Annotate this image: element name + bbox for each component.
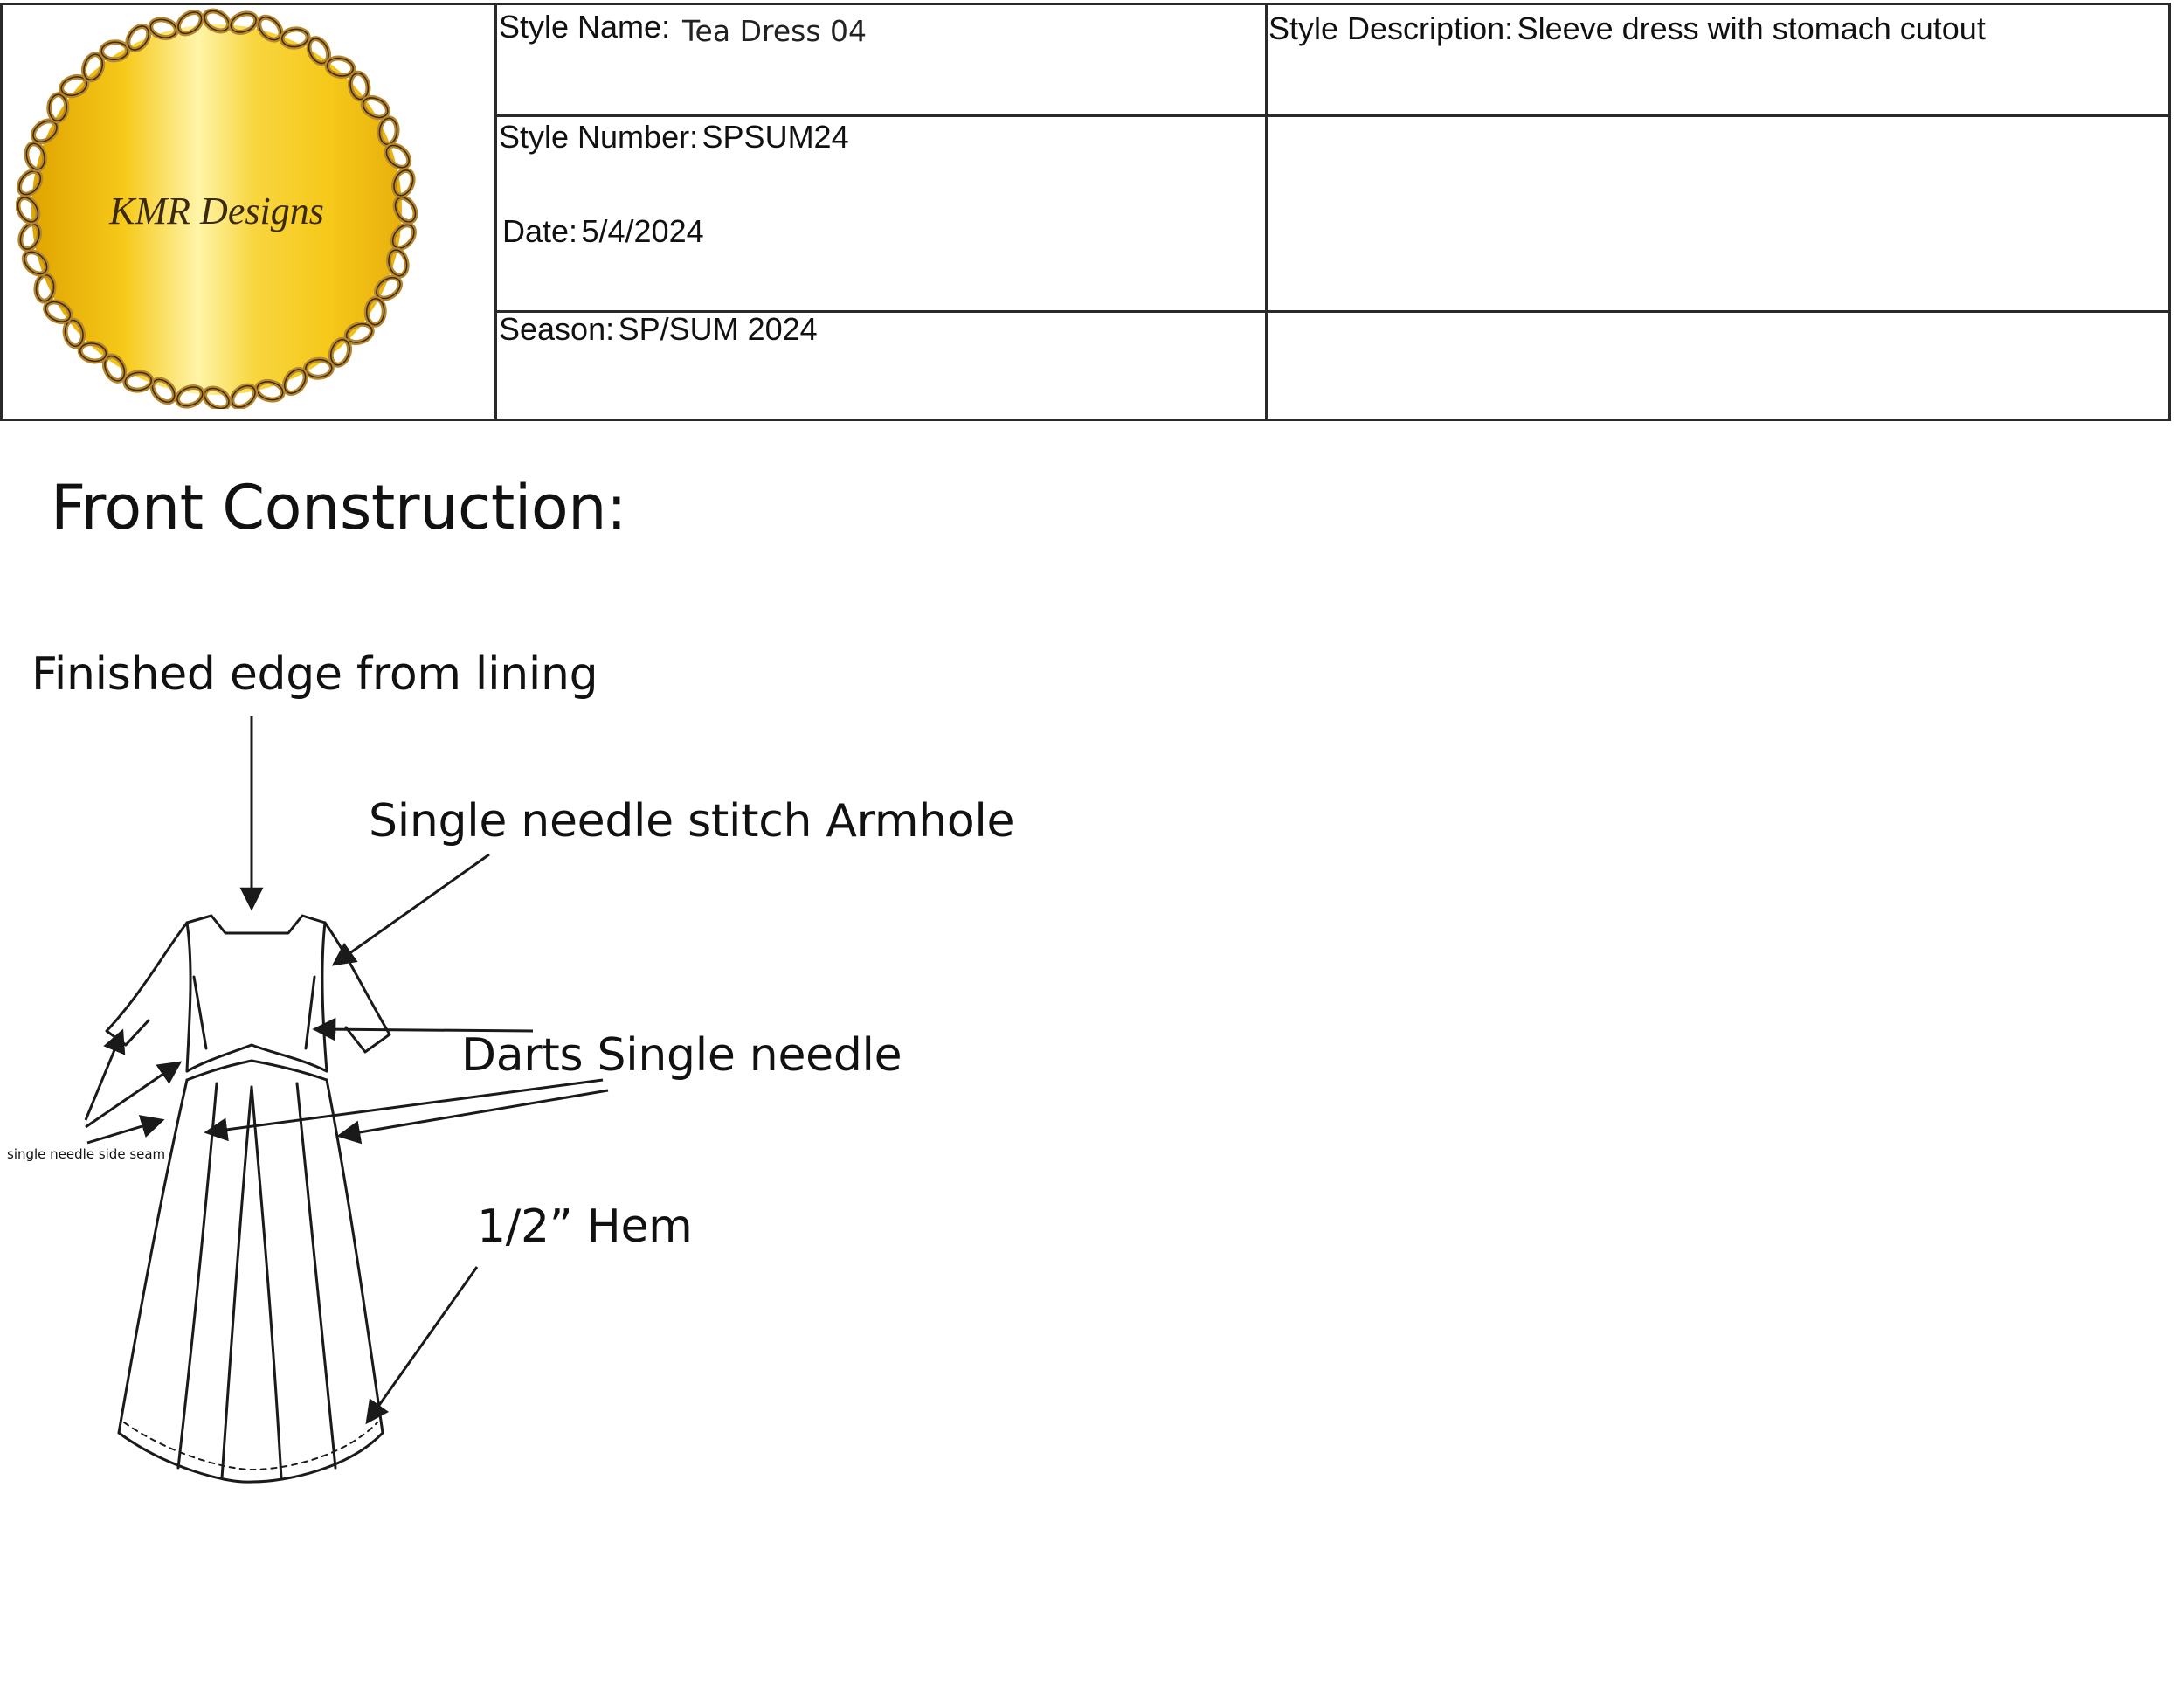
dress-hem — [119, 1433, 383, 1482]
style-number-field — [499, 119, 849, 156]
dress-pleat-center-right — [252, 1087, 281, 1478]
dress-pleat-center-left — [222, 1087, 252, 1478]
date-value: 5/4/2024 — [581, 213, 704, 249]
table-divider — [497, 114, 2168, 117]
style-description-value: Sleeve dress with stomach cutout — [1517, 10, 1986, 46]
style-name-label: Style Name: — [499, 9, 671, 45]
arrow-side-seam-sleeve — [86, 1031, 122, 1120]
style-name-field — [499, 9, 670, 45]
arrow-hem — [367, 1267, 477, 1422]
style-name-value-cell — [682, 14, 867, 48]
callout-side-seam: single needle side seam — [7, 1146, 166, 1162]
style-number-label: Style Number: — [499, 119, 699, 155]
callout-finished-edge: Finished edge from lining — [31, 648, 598, 701]
kmr-designs-logo — [16, 7, 418, 409]
dress-waist-cutout — [187, 1045, 327, 1071]
arrow-dart-right — [339, 1090, 608, 1136]
arrow-dart-left — [206, 1080, 603, 1132]
arrow-side-seam-bodice — [86, 1062, 180, 1127]
callout-hem: 1/2” Hem — [477, 1200, 693, 1253]
dress-skirt-right — [327, 1080, 383, 1433]
season-label: Season: — [499, 311, 615, 347]
logo-text: KMR Designs — [109, 190, 324, 232]
dress-bodice-dart-left — [194, 977, 206, 1048]
callout-armhole: Single needle stitch Armhole — [369, 795, 1015, 847]
table-divider — [1265, 5, 1268, 419]
style-description-field — [1268, 10, 1986, 47]
style-description-label: Style Description: — [1268, 10, 1514, 46]
dress-right-sleeve — [325, 923, 390, 1052]
season-value: SP/SUM 2024 — [618, 311, 818, 347]
style-number-value: SPSUM24 — [702, 119, 849, 155]
dress-left-sleeve — [107, 923, 187, 1045]
dress-pleat-right — [297, 1083, 335, 1468]
dress-bodice-dart-right — [306, 977, 314, 1048]
dress-bodice-left — [187, 923, 190, 1071]
date-field — [502, 213, 704, 250]
style-name-value: Tea Dress 04 — [682, 14, 867, 48]
table-divider — [494, 5, 497, 419]
dress-neckline — [187, 916, 325, 933]
season-field — [499, 311, 818, 348]
dress-waist-seam — [187, 1061, 327, 1080]
date-label: Date: — [502, 213, 578, 249]
arrow-armhole — [334, 854, 489, 965]
dress-skirt-left — [119, 1080, 187, 1433]
dress-bodice-right — [322, 923, 327, 1071]
dress-hem-stitch — [124, 1422, 377, 1470]
dress-pleat-left — [178, 1083, 217, 1468]
arrow-side-seam-skirt — [87, 1120, 162, 1143]
section-title: Front Construction: — [51, 472, 627, 543]
callout-darts: Darts Single needle — [461, 1029, 902, 1082]
